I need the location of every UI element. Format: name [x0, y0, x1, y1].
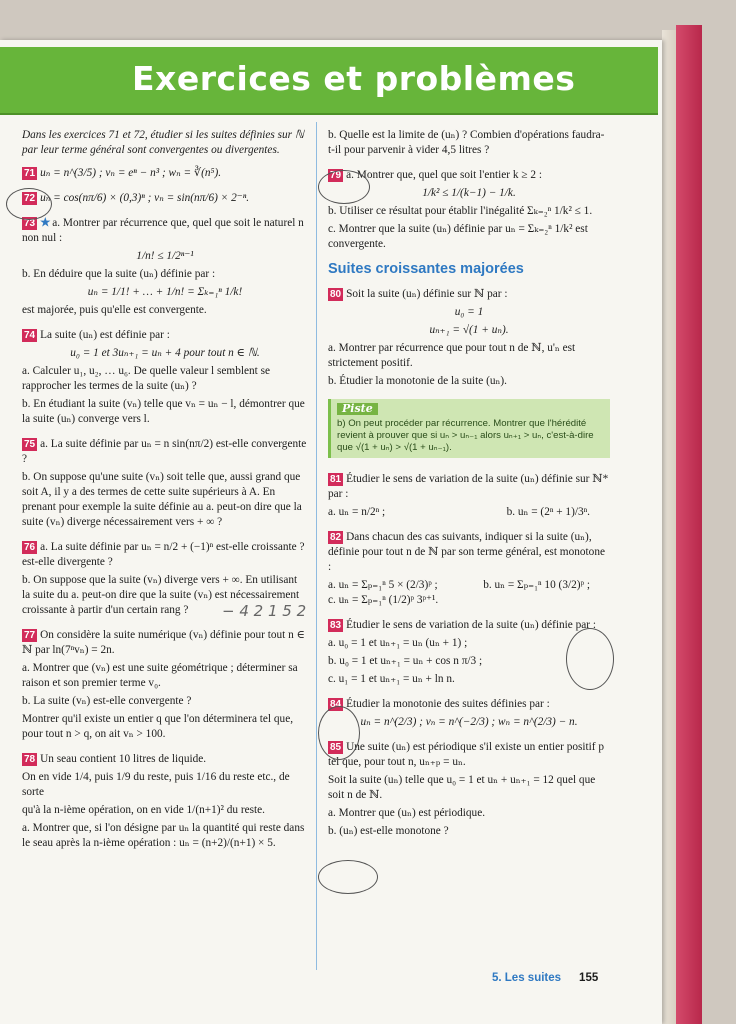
intro-text: Dans les exercices 71 et 72, étudier si les suites définies sur ℕ par leur terme général sont convergentes ou divergentes. — [22, 129, 304, 156]
exercise-text: Soit la suite (uₙ) définie sur ℕ par : — [346, 288, 508, 300]
book-cover — [676, 25, 702, 1024]
exercise-number: 71 — [24, 168, 36, 179]
exercise-82 — [328, 530, 610, 608]
exercise-number: 80 — [330, 289, 342, 300]
part-c: Montrer qu'il existe un entier q que l'on déterminera tel que, pour tout n > q, on ait vₙ > 100. — [22, 713, 294, 740]
exercise-number: 73 — [24, 218, 36, 229]
pencil-circle — [318, 706, 360, 760]
star-icon: ★ — [40, 217, 51, 229]
page-number: 155 — [579, 972, 599, 984]
exercise-line: Soit la suite (uₙ) telle que u₀ = 1 et uₙ + uₙ₊₁ = 12 quel que soit n de ℕ. — [328, 774, 596, 801]
chapter-label: 5. Les suites — [492, 972, 562, 984]
exercise-79 — [328, 168, 610, 252]
exercise-number: 72 — [24, 193, 36, 204]
part-b: b. Étudier la monotonie de la suite (uₙ). — [328, 375, 508, 387]
hint-box — [328, 399, 610, 458]
part-b: b. Utiliser ce résultat pour établir l'inégalité Σₖ₌₂ⁿ 1/k² ≤ 1. — [328, 205, 593, 217]
part-b: b. On suppose qu'une suite (vₙ) soit telle que, aussi grand que soit A, il y a des termes de cette suite supérieurs à A. En prenant pour exemple la suite définie au a. peut-on dire que la suite (vₙ) diverge nécessairement vers + ∞ ? — [22, 471, 302, 528]
formula: uₙ = 1/1! + … + 1/n! = Σₖ₌₁ⁿ 1/k! — [87, 286, 243, 298]
part-b: b. uₙ = (2ⁿ + 1)/3ⁿ. — [506, 506, 590, 518]
formula: uₙ = n^(2/3) ; vₙ = n^(−2/3) ; wₙ = n^(2/3) − n. — [360, 716, 578, 728]
right-column — [328, 128, 610, 849]
part-b: b. En déduire que la suite (uₙ) définie par : — [22, 268, 216, 280]
exercise-73 — [22, 216, 308, 318]
left-column — [22, 128, 308, 861]
exercise-85 — [328, 740, 610, 839]
exercise-number: 85 — [330, 742, 342, 753]
part-b: b. u₀ = 1 et uₙ₊₁ = uₙ + cos n π/3 ; — [328, 655, 483, 667]
part-a: a. Calculer u₁, u₂, … u₆. De quelle valeur l semblent se rapprocher les termes de la suite (uₙ) ? — [22, 365, 271, 392]
exercise-text: Étudier le sens de variation de la suite (uₙ) définie par : — [346, 619, 597, 631]
part-b: b. En étudiant la suite (vₙ) telle que vₙ = uₙ − l, démontrer que la suite (uₙ) converge vers l. — [22, 398, 305, 425]
exercise-72 — [22, 191, 308, 206]
part-a: a. uₙ = Σₚ₌₁ⁿ 5 × (2/3)ᵖ ; — [328, 579, 438, 591]
pencil-circle — [318, 860, 378, 894]
part-a: a. La suite définie par uₙ = n sin(nπ/2) est-elle convergente ? — [22, 438, 307, 465]
hint-text: b) On peut procéder par récurrence. Montrer que l'hérédité revient à prouver que si uₙ > uₙ₋₁ alors uₙ₊₁ > uₙ, c'est-à-dire que √(1 + uₙ) > √(1 + uₙ₋₁). — [337, 418, 594, 453]
section-heading: Suites croissantes majorées — [328, 261, 524, 277]
part-a: a. Montrer que (uₙ) est périodique. — [328, 807, 486, 819]
formula: u₀ = 1 — [454, 306, 484, 318]
part-a: a. La suite définie par uₙ = n/2 + (−1)ⁿ est-elle croissante ? est-elle divergente ? — [22, 541, 305, 568]
exercise-text: Dans chacun des cas suivants, indiquer si la suite (uₙ), définie pour tout n de ℕ par son terme général, est monotone : — [328, 531, 605, 573]
exercise-text: uₙ = cos(nπ/6) × (0,3)ⁿ ; vₙ = sin(nπ/6) × 2⁻ⁿ. — [40, 192, 250, 204]
exercise-84 — [328, 697, 610, 730]
part-c: est majorée, puis qu'elle est convergente. — [22, 304, 207, 316]
exercise-77 — [22, 628, 308, 742]
column-divider — [316, 122, 317, 970]
page-footer — [492, 972, 598, 984]
part-a: a. Montrer que (vₙ) est une suite géométrique ; déterminer sa raison et son premier terme v₀. — [22, 662, 298, 689]
exercise-number: 77 — [24, 630, 36, 641]
part-c: c. u₁ = 1 et uₙ₊₁ = uₙ + ln n. — [328, 673, 455, 685]
page-edge — [662, 30, 676, 1024]
part-a: a. Montrer par récurrence que pour tout n de ℕ, u'ₙ est strictement positif. — [328, 342, 576, 369]
exercise-number: 83 — [330, 620, 342, 631]
part-a: a. Montrer par récurrence que, quel que soit le naturel n non nul : — [22, 217, 304, 244]
part-b: b. (uₙ) est-elle monotone ? — [328, 825, 449, 837]
exercise-number: 84 — [330, 699, 342, 710]
pencil-annotation: − 4 2 1 5 2 — [222, 602, 307, 620]
exercise-text: Étudier la monotonie des suites définies par : — [346, 698, 550, 710]
exercise-78-continued — [328, 128, 610, 158]
exercise-number: 74 — [24, 330, 36, 341]
exercise-text: On considère la suite numérique (vₙ) définie pour tout n ∈ ℕ par ln(7ⁿvₙ) = 2n. — [22, 629, 305, 656]
part-a: a. Montrer que, si l'on désigne par uₙ la quantité qui reste dans le seau après la n-ième opération : uₙ = (n+2)/(n+1) × 5. — [22, 822, 305, 849]
exercise-number: 76 — [24, 542, 36, 553]
formula: 1/k² ≤ 1/(k−1) − 1/k. — [422, 187, 516, 199]
exercise-81 — [328, 472, 610, 520]
exercise-text: uₙ = n^(3/5) ; vₙ = eⁿ − n³ ; wₙ = ∛(n⁵). — [40, 167, 222, 179]
exercise-71 — [22, 166, 308, 181]
exercise-75 — [22, 437, 308, 530]
pencil-circle — [318, 170, 370, 204]
pencil-circle — [6, 188, 52, 220]
page-title: Exercices et problèmes — [132, 59, 576, 98]
exercise-text: Étudier le sens de variation de la suite (uₙ) définie sur ℕ* par : — [328, 473, 609, 500]
formula: uₙ₊₁ = √(1 + uₙ). — [429, 324, 509, 336]
part-b: b. uₙ = Σₚ₌₁ⁿ 10 (3/2)ᵖ ; — [483, 579, 590, 591]
exercise-80 — [328, 287, 610, 389]
title-banner — [0, 47, 658, 115]
formula: u₀ = 1 et 3uₙ₊₁ = uₙ + 4 pour tout n ∈ ℕ. — [70, 347, 260, 359]
hint-title: Piste — [337, 403, 378, 415]
part-b: b. On suppose que la suite (vₙ) diverge vers + ∞. En utilisant la suite du a. peut-on dire que la suite (vₙ) est nécessairement croissante à partir d'un certain rang ? — [22, 574, 300, 616]
exercise-74 — [22, 328, 308, 427]
exercise-number: 78 — [24, 754, 36, 765]
part-a: a. uₙ = n/2ⁿ ; — [328, 506, 386, 518]
formula: 1/n! ≤ 1/2ⁿ⁻¹ — [136, 250, 194, 262]
exercise-line: On en vide 1/4, puis 1/9 du reste, puis 1/16 du reste etc., de sorte — [22, 771, 290, 798]
exercise-text: La suite (uₙ) est définie par : — [40, 329, 170, 341]
part-b: b. La suite (vₙ) est-elle convergente ? — [22, 695, 192, 707]
exercise-text: Un seau contient 10 litres de liquide. — [40, 753, 207, 765]
part-c: c. Montrer que la suite (uₙ) définie par uₙ = Σₖ₌₂ⁿ 1/k² est convergente. — [328, 223, 588, 250]
exercise-line: qu'à la n-ième opération, on en vide 1/(n+1)² du reste. — [22, 804, 265, 816]
part-a: a. u₀ = 1 et uₙ₊₁ = uₙ (uₙ + 1) ; — [328, 637, 468, 649]
exercise-78 — [22, 752, 308, 851]
pencil-circle — [566, 628, 614, 690]
part-c: c. uₙ = Σₚ₌₁ⁿ (1/2)ᵖ 3ᵖ⁺¹. — [328, 594, 439, 606]
part-a: a. Montrer que, quel que soit l'entier k ≥ 2 : — [346, 169, 542, 181]
exercise-number: 75 — [24, 439, 36, 450]
exercise-number: 82 — [330, 532, 342, 543]
exercise-number: 81 — [330, 474, 342, 485]
exercise-text: Une suite (uₙ) est périodique s'il existe un entier positif p tel que, pour tout n, uₙ₊ₚ = uₙ. — [328, 741, 605, 768]
part-b: b. Quelle est la limite de (uₙ) ? Combien d'opérations faudra-t-il pour parvenir à vider 4,5 litres ? — [328, 129, 605, 156]
exercise-number: 79 — [330, 170, 342, 181]
